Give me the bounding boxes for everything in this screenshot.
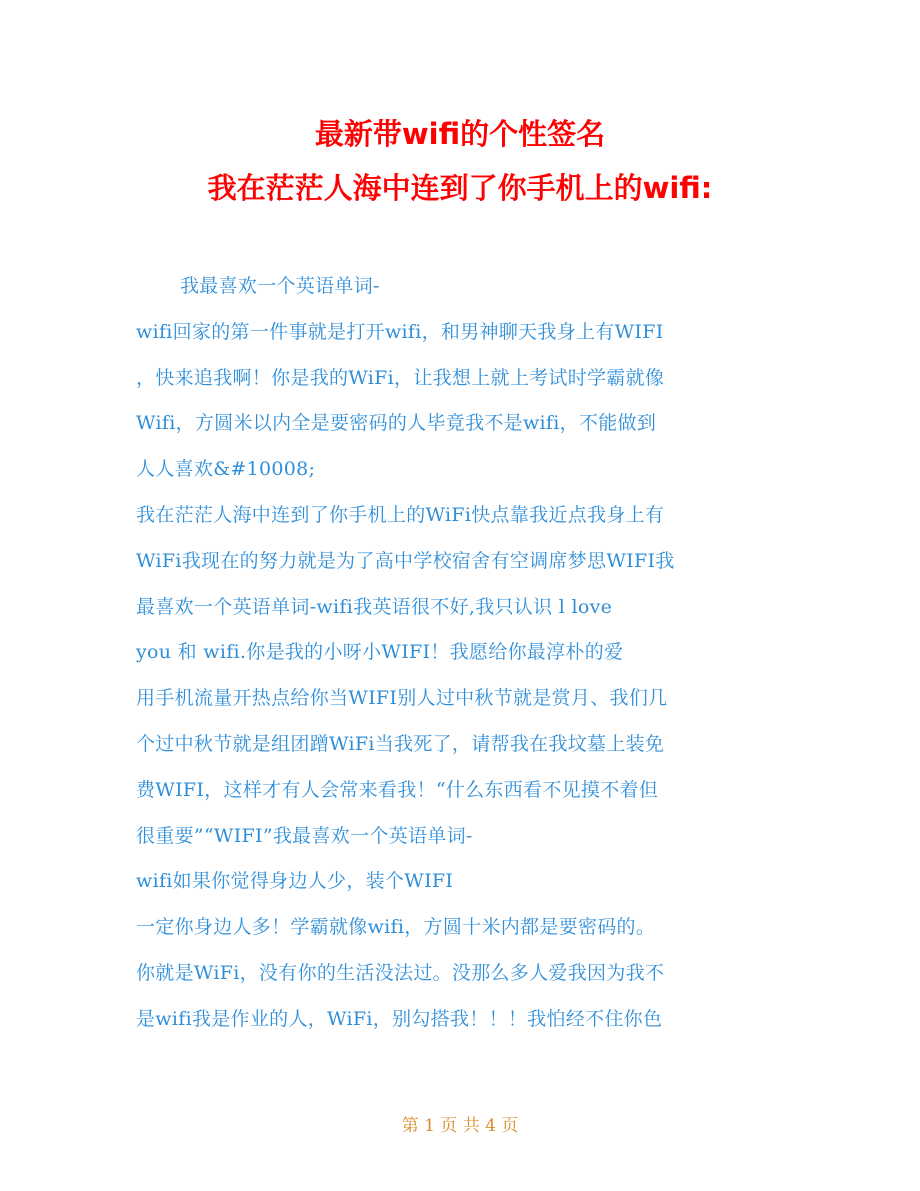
text-line: wifi回家的第一件事就是打开wifi，和男神聊天我身上有WIFI (136, 320, 664, 343)
text-line: Wifi，方圆米以内全是要密码的人毕竟我不是wifi，不能做到 (136, 412, 657, 435)
body-text (136, 270, 796, 1049)
text-line: 我在茫茫人海中连到了你手机上的WiFi快点靠我近点我身上有 (136, 503, 665, 526)
text-line: 我最喜欢一个英语单词- (180, 275, 380, 297)
text-line: 最喜欢一个英语单词-wifi我英语很不好,我只认识 l love (136, 595, 613, 618)
text-line: 个过中秋节就是组团蹭WiFi当我死了，请帮我在我坟墓上装免 (136, 732, 665, 755)
text-line: 是wifi我是作业的人，WiFi，别勾搭我！！！我怕经不住你色 (136, 1007, 663, 1030)
text-line: you 和 wifi.你是我的小呀小WIFI！我愿给你最淳朴的爱 (136, 641, 624, 664)
text-line: wifi如果你觉得身边人少，装个WIFI (136, 870, 454, 893)
text-line: WiFi我现在的努力就是为了高中学校宿舍有空调席梦思WIFI我 (136, 549, 675, 572)
text-line: 人人喜欢&#10008; (136, 458, 316, 481)
text-line: 很重要”“WIFI”我最喜欢一个英语单词- (136, 824, 473, 847)
document-title: 最新带wifi的个性签名 (314, 117, 606, 151)
text-line: 费WIFI，这样才有人会常来看我！“什么东西看不见摸不着但 (136, 778, 659, 801)
text-line: 你就是WiFi，没有你的生活没法过。没那么多人爱我因为我不 (136, 961, 665, 984)
text-line: 用手机流量开热点给你当WIFI别人过中秋节就是赏月、我们几 (136, 687, 668, 710)
document-subtitle: 我在茫茫人海中连到了你手机上的wifi: (207, 171, 713, 205)
text-line: ，快来追我啊！你是我的WiFi，让我想上就上考试时学霸就像 (136, 366, 665, 389)
page-number-footer: 第 1 页 共 4 页 (401, 1116, 519, 1136)
text-line: 一定你身边人多！学霸就像wifi，方圆十米内都是要密码的。 (136, 916, 656, 939)
